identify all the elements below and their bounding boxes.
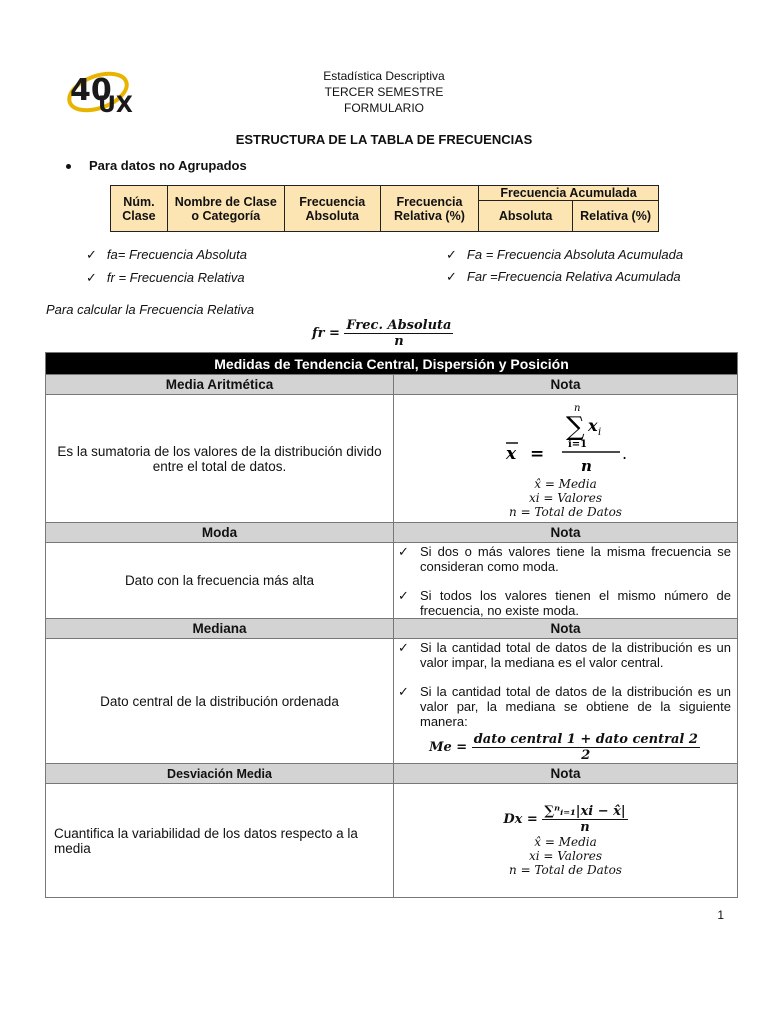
- svg-text:x: x: [505, 443, 516, 464]
- check-icon: ✓: [446, 247, 457, 262]
- col-frec-acumulada: Frecuencia Acumulada: [479, 186, 659, 201]
- median-formula: Me = $\frac{\text{dato central 1 + dato central 2}}{2}$: [429, 731, 698, 763]
- svg-text:UX: UX: [98, 93, 133, 116]
- mean-dev-formula: Dx = $\frac{\text{∑ⁿᵢ₌₁|xi − x̂|}}{n}$: [503, 804, 626, 835]
- check-icon: ✓: [398, 543, 409, 559]
- check-icon: ✓: [86, 247, 97, 262]
- legend-Far: ✓ Far =Frecuencia Relativa Acumulada: [446, 269, 681, 284]
- check-icon: ✓: [86, 270, 97, 285]
- svg-text:=: =: [529, 443, 544, 464]
- calc-relative-frequency-text: Para calcular la Frecuencia Relativa: [46, 302, 255, 317]
- col-frec-relativa: Frecuencia Relativa (%): [380, 186, 478, 232]
- mean-dev-def-values: xi = Valores: [528, 849, 603, 863]
- median-description: Dato central de la distribución ordenada: [46, 639, 394, 764]
- fr-formula: fr = $\frac{\text{Frec. Absoluta}}{n}$: [312, 318, 452, 349]
- check-icon: ✓: [398, 683, 409, 699]
- mean-dev-note-header: Nota: [394, 764, 738, 784]
- col-num-clase: Núm. Clase: [111, 186, 168, 232]
- mode-note-header: Nota: [394, 523, 738, 543]
- mean-dev-def-total: n = Total de Datos: [509, 863, 622, 877]
- svg-text:.: .: [621, 443, 627, 463]
- mode-note-1: ✓ Si dos o más valores tiene la misma frecuencia se consideran como moda.: [398, 543, 731, 574]
- mean-formula-cell: [394, 395, 738, 523]
- svg-text:n: n: [573, 402, 580, 414]
- check-icon: ✓: [398, 587, 409, 603]
- mean-def-values: xi = Valores: [528, 490, 603, 505]
- mean-note-header: Nota: [394, 375, 738, 395]
- col-nombre-clase: Nombre de Clase o Categoría: [167, 186, 284, 232]
- doc-semester: TERCER SEMESTRE: [324, 85, 444, 99]
- mean-dev-formula-cell: [394, 784, 738, 898]
- legend-fr: ✓ fr = Frecuencia Relativa: [86, 270, 245, 285]
- bullet-text: Para datos no Agrupados: [89, 158, 247, 173]
- median-note-header: Nota: [394, 619, 738, 639]
- mean-header: Media Aritmética: [46, 375, 394, 395]
- svg-text:n: n: [580, 456, 592, 475]
- legend-Fa: ✓ Fa = Frecuencia Absoluta Acumulada: [446, 247, 684, 262]
- col-frec-absoluta: Frecuencia Absoluta: [284, 186, 380, 232]
- legend-fa: ✓ fa= Frecuencia Absoluta: [86, 247, 247, 262]
- measures-table: [45, 352, 738, 898]
- mode-description: Dato con la frecuencia más alta: [46, 543, 394, 619]
- median-notes: [394, 639, 738, 764]
- col-acum-relativa: Relativa (%): [573, 201, 659, 232]
- mean-dev-def-media: x̂ = Media: [534, 835, 597, 849]
- median-header: Mediana: [46, 619, 394, 639]
- mean-dev-description: Cuantifica la variabilidad de los datos respecto a la media: [46, 784, 394, 898]
- mode-header: Moda: [46, 523, 394, 543]
- frequency-table-structure: [110, 185, 659, 232]
- median-note-1: ✓ Si la cantidad total de datos de la distribución es un valor impar, la mediana es el valor central.: [398, 639, 731, 670]
- check-icon: ✓: [398, 639, 409, 655]
- check-icon: ✓: [446, 269, 457, 284]
- doc-subject: Estadística Descriptiva: [323, 69, 445, 83]
- bullet-no-agrupados: [66, 158, 247, 173]
- median-note-2: ✓ Si la cantidad total de datos de la distribución es un valor par, la mediana se obtiene de la siguiente manera:: [398, 683, 731, 729]
- page-number: 1: [717, 908, 724, 922]
- svg-text:40: 40: [70, 73, 112, 108]
- svg-text:i: i: [597, 426, 601, 438]
- mean-formula-graphic: [496, 399, 636, 477]
- section-title: ESTRUCTURA DE LA TABLA DE FRECUENCIAS: [235, 132, 533, 147]
- mean-def-media: x̂ = Media: [534, 476, 597, 491]
- svg-text:x: x: [587, 415, 598, 435]
- mode-notes: [394, 543, 738, 619]
- mean-def-total: n = Total de Datos: [509, 504, 622, 519]
- col-acum-absoluta: Absoluta: [479, 201, 573, 232]
- svg-text:∑: ∑: [565, 411, 585, 442]
- measures-table-title: Medidas de Tendencia Central, Dispersión y Posición: [46, 353, 738, 375]
- svg-text:i=1: i=1: [567, 438, 587, 450]
- mean-dev-header: Desviación Media: [46, 764, 394, 784]
- bullet-dot-icon: [66, 164, 71, 169]
- doc-type: FORMULARIO: [343, 101, 424, 115]
- mode-note-2: ✓ Si todos los valores tienen el mismo número de frecuencia, no existe moda.: [398, 587, 731, 618]
- mean-description: Es la sumatoria de los valores de la distribución divido entre el total de datos.: [46, 395, 394, 523]
